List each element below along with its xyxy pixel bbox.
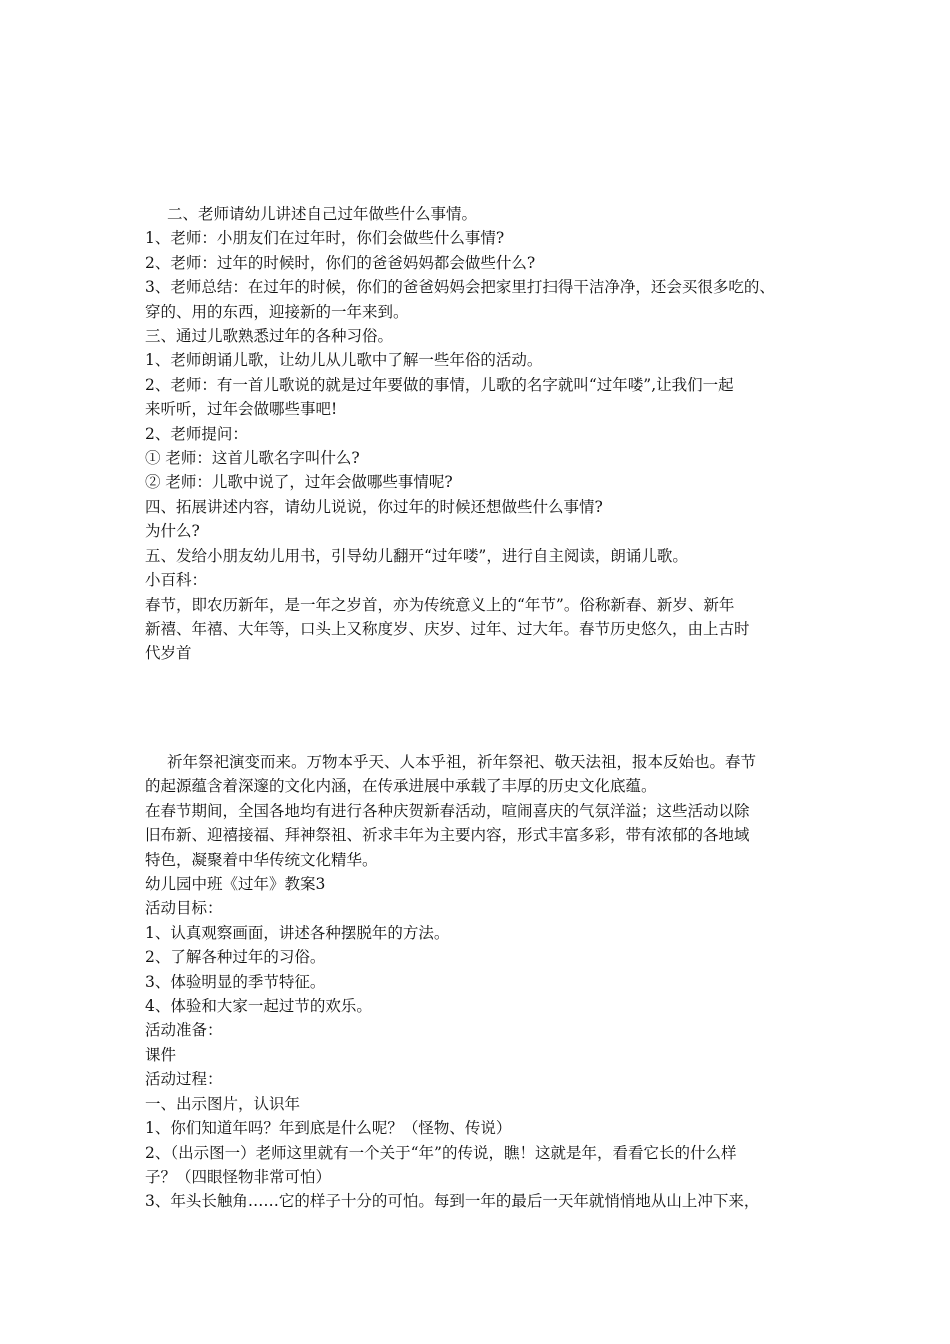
- text-line: 小百科：: [145, 571, 208, 590]
- text-line: 二、老师请幼儿讲述自己过年做些什么事情。: [167, 205, 478, 223]
- text-line: 4、体验和大家一起过节的欢乐。: [145, 997, 372, 1016]
- text-line: 2、老师提问：: [145, 424, 248, 443]
- text-block-top: [145, 202, 817, 666]
- text-line: 五、发给小朋友幼儿用书，引导幼儿翻开“过年喽”，进行自主阅读，朗诵儿歌。: [145, 546, 688, 565]
- text-line: 2、老师：过年的时候时，你们的爸爸妈妈都会做些什么?: [145, 253, 536, 272]
- text-line: 活动目标：: [145, 899, 223, 918]
- text-line: 特色，凝聚着中华传统文化精华。: [145, 850, 378, 869]
- text-line: ① 老师：这首儿歌名字叫什么?: [145, 449, 360, 468]
- text-line: 祈年祭祀演变而来。万物本乎天、人本乎祖，祈年祭祀、敬天法祖，报本反始也。春节: [167, 753, 757, 771]
- text-line: 2、了解各种过年的习俗。: [145, 948, 326, 967]
- text-line: 2、（出示图一）老师这里就有一个关于“年”的传说，瞧！这就是年，看看它长的什么样: [145, 1143, 737, 1162]
- text-line: 三、通过儿歌熟悉过年的各种习俗。: [145, 327, 394, 346]
- text-line: 旧布新、迎禧接福、拜神祭祖、祈求丰年为主要内容，形式丰富多彩，带有浓郁的各地域: [145, 826, 750, 845]
- text-line: ② 老师：儿歌中说了，过年会做哪些事情呢?: [145, 473, 453, 492]
- text-line: 3、体验明显的季节特征。: [145, 972, 326, 991]
- text-line: 2、老师：有一首儿歌说的就是过年要做的事情，儿歌的名字就叫“过年喽”,让我们一起: [145, 375, 734, 394]
- text-line: 的起源蕴含着深邃的文化内涵，在传承进展中承载了丰厚的历史文化底蕴。: [145, 777, 657, 796]
- text-block-bottom: [145, 750, 817, 1214]
- text-line: 1、认真观察画面，讲述各种摆脱年的方法。: [145, 923, 450, 942]
- text-line: 3、老师总结：在过年的时候，你们的爸爸妈妈会把家里打扫得干洁净净，还会买很多吃的、: [145, 278, 775, 297]
- text-line: 代岁首: [145, 644, 192, 663]
- text-line: 1、你们知道年吗？年到底是什么呢？（怪物、传说）: [145, 1119, 512, 1138]
- text-line: 3、年头长触角……它的样子十分的可怕。每到一年的最后一天年就悄悄地从山上冲下来，: [145, 1192, 760, 1211]
- text-line: 一、出示图片，认识年: [145, 1094, 301, 1113]
- text-line: 课件: [145, 1045, 177, 1064]
- text-line: 四、拓展讲述内容，请幼儿说说，你过年的时候还想做些什么事情?: [145, 497, 603, 516]
- text-line: 1、老师：小朋友们在过年时，你们会做些什么事情?: [145, 229, 505, 248]
- text-line: 来听听，过年会做哪些事吧!: [145, 400, 338, 419]
- text-line: 在春节期间，全国各地均有进行各种庆贺新春活动，喧闹喜庆的气氛洋溢；这些活动以除: [145, 801, 750, 820]
- text-line: 新禧、年禧、大年等，口头上又称度岁、庆岁、过年、过大年。春节历史悠久，由上古时: [145, 619, 750, 638]
- text-line: 活动过程：: [145, 1070, 223, 1089]
- text-line: 1、老师朗诵儿歌，让幼儿从儿歌中了解一些年俗的活动。: [145, 351, 543, 370]
- text-line: 为什么?: [145, 522, 200, 541]
- text-line: 子？（四眼怪物非常可怕）: [145, 1167, 332, 1186]
- text-line: 穿的、用的东西，迎接新的一年来到。: [145, 302, 409, 321]
- text-line: 春节，即农历新年，是一年之岁首，亦为传统意义上的“年节”。俗称新春、新岁、新年: [145, 595, 735, 614]
- text-line: 幼儿园中班《过年》教案3: [145, 875, 326, 894]
- text-line: 活动准备：: [145, 1021, 223, 1040]
